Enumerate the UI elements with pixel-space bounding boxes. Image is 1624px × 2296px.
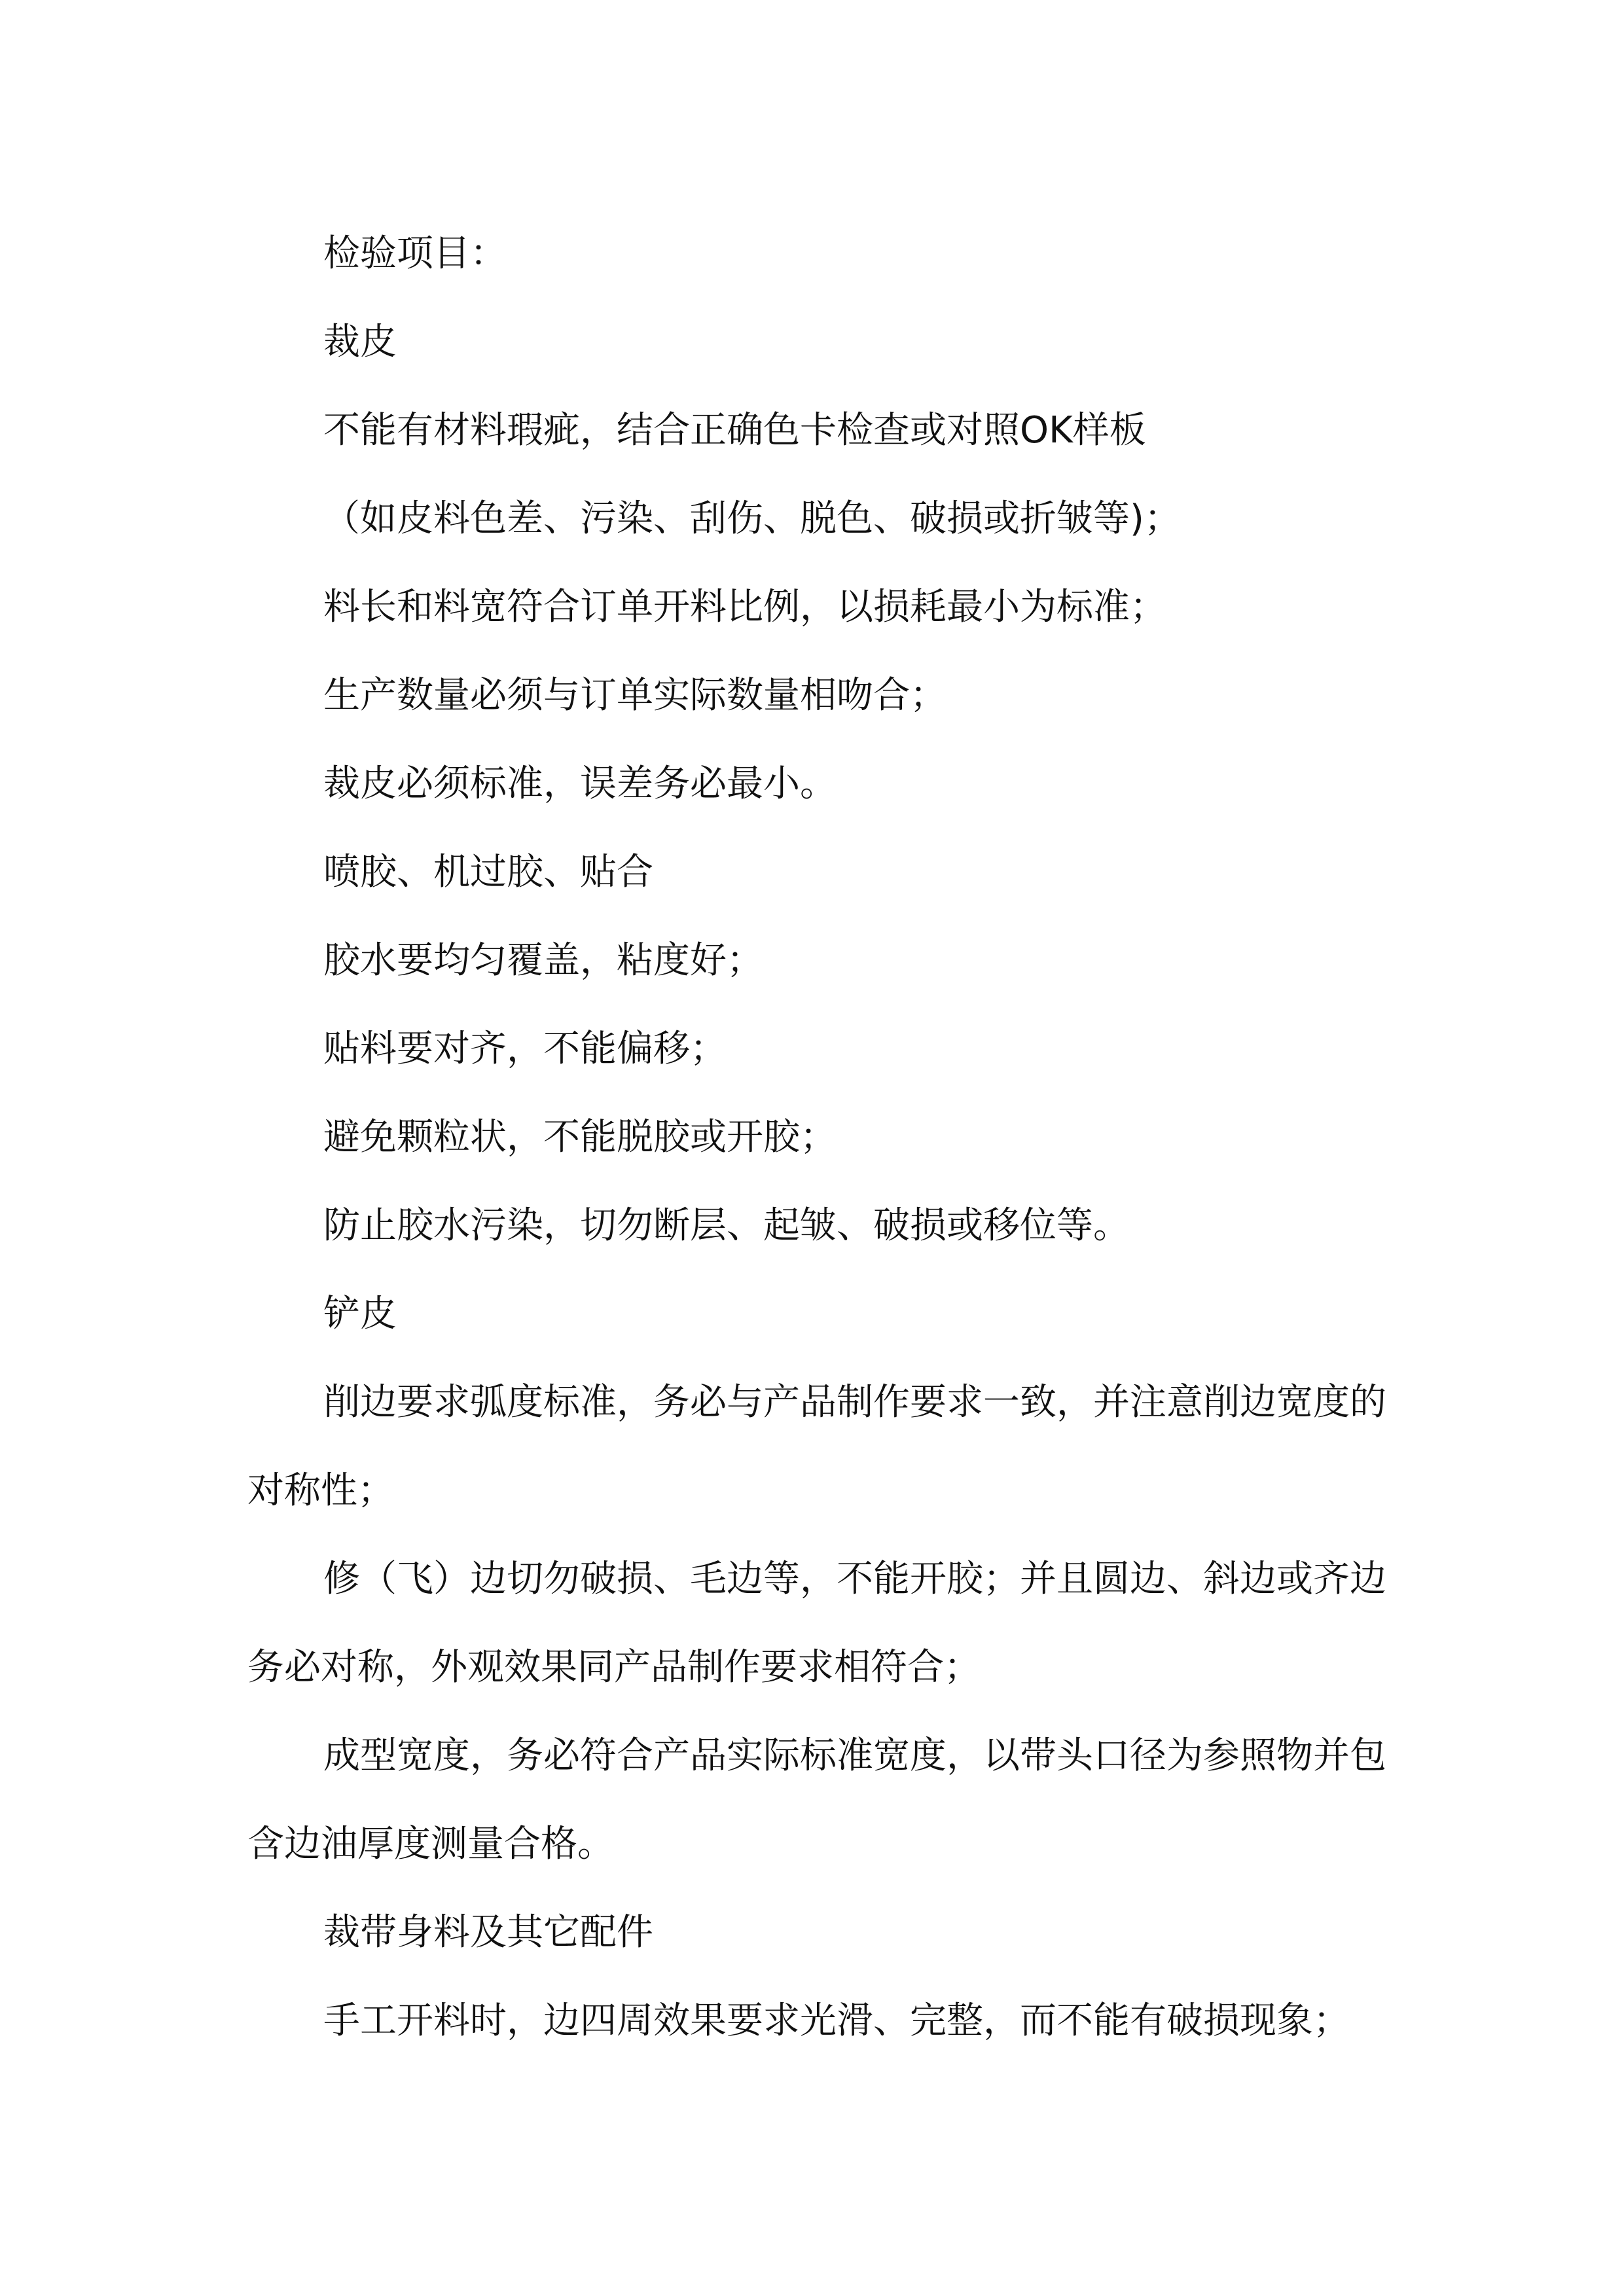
paragraph: （如皮料色差、污染、刮伤、脱色、破损或折皱等)； — [323, 497, 1181, 540]
heading-cutting-strap-parts: 裁带身料及其它配件 — [323, 1911, 653, 1954]
paragraph: 手工开料时，边四周效果要求光滑、完整，而不能有破损现象； — [323, 2000, 1350, 2042]
heading-cutting-leather: 裁皮 — [323, 321, 397, 363]
paragraph: 胶水要均匀覆盖，粘度好； — [323, 939, 763, 982]
paragraph: 不能有材料瑕疵，结合正确色卡检查或对照OK样板 — [323, 409, 1146, 452]
paragraph: 防止胶水污染，切勿断层、起皱、破损或移位等。 — [323, 1204, 1130, 1247]
paragraph: 料长和料宽符合订单开料比例，以损耗最小为标准； — [323, 586, 1166, 628]
paragraph: 避免颗粒状，不能脱胶或开胶； — [323, 1116, 837, 1158]
heading-skiving: 铲皮 — [323, 1293, 397, 1335]
paragraph: 削边要求弧度标准，务必与产品制作要求一致，并注意削边宽度的对称性； — [247, 1381, 1386, 1512]
document-body — [247, 209, 1386, 2065]
heading-gluing-laminating: 喷胶、机过胶、贴合 — [323, 851, 653, 893]
paragraph: 贴料要对齐，不能偏移； — [323, 1028, 727, 1070]
paragraph: 成型宽度，务必符合产品实际标准宽度，以带头口径为参照物并包含边油厚度测量合格。 — [247, 1734, 1386, 1865]
paragraph: 裁皮必须标准，误差务必最小。 — [323, 762, 837, 805]
paragraph: 生产数量必须与订单实际数量相吻合； — [323, 674, 947, 717]
paragraph: 修（飞）边切勿破损、毛边等，不能开胶；并且圆边、斜边或齐边务必对称，外观效果同产品制作要求相符合； — [247, 1558, 1386, 1689]
paragraph-inspection-items: 检验项目： — [323, 232, 507, 275]
